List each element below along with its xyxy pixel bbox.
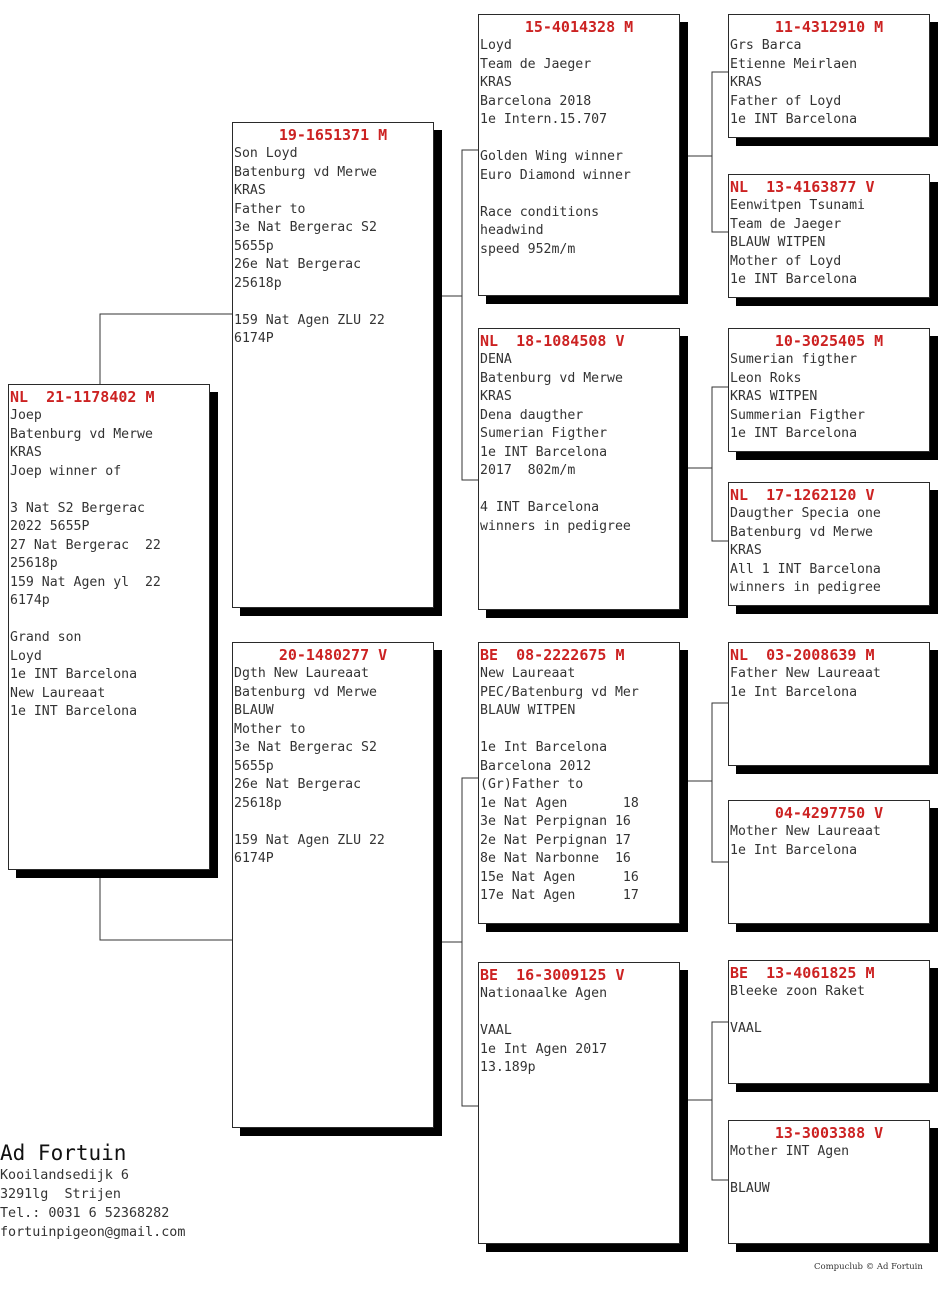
detail-line: (Gr)Father to	[480, 777, 584, 792]
detail-line: Batenburg vd Merwe	[480, 370, 623, 386]
pigeon-details	[233, 665, 433, 869]
detail-line: 6174P	[234, 851, 274, 866]
detail-line: speed 952m/m	[480, 241, 576, 257]
detail-line: 5655p	[234, 758, 274, 774]
detail-line	[10, 611, 209, 630]
ring-number: NL 18-1084508 V	[480, 332, 625, 350]
detail-line	[480, 1004, 679, 1023]
detail-line	[480, 481, 679, 500]
detail-line: KRAS	[480, 389, 512, 404]
detail-line	[234, 813, 433, 832]
detail-line: 15e Nat Agen 16	[480, 869, 639, 885]
detail-line	[10, 481, 209, 500]
credit-line: Compuclub © Ad Fortuin	[814, 1262, 923, 1272]
pigeon-card-ggp-3	[728, 328, 930, 452]
detail-line: 13.189p	[480, 1060, 536, 1075]
detail-line: VAAL	[480, 1023, 512, 1038]
detail-line: 2022 5655P	[10, 519, 90, 534]
pigeon-details	[479, 37, 679, 259]
detail-line: Mother New Laureaat	[730, 824, 881, 839]
pigeon-card-ggp-4	[728, 482, 930, 606]
pigeon-details	[729, 1143, 929, 1199]
ring-number: NL 17-1262120 V	[730, 486, 875, 504]
owner-phone: Tel.: 0031 6 52368282	[0, 1206, 170, 1221]
detail-line	[730, 1162, 929, 1181]
detail-line: Dena daugther	[480, 407, 584, 423]
detail-line: 159 Nat Agen yl 22	[10, 574, 161, 590]
pigeon-details	[479, 351, 679, 536]
detail-line: 2e Nat Perpignan 17	[480, 832, 631, 848]
pigeon-details	[729, 983, 929, 1039]
detail-line: Golden Wing winner	[480, 149, 623, 164]
ring-number: BE 08-2222675 M	[480, 646, 625, 664]
pigeon-card-mother	[232, 642, 434, 1128]
pigeon-card-ggp-1	[728, 14, 930, 138]
detail-line: winners in pedigree	[730, 580, 881, 595]
detail-line: 159 Nat Agen ZLU 22	[234, 832, 385, 848]
owner-name: Ad Fortuin	[0, 1141, 127, 1165]
pigeon-details	[729, 37, 929, 130]
detail-line: BLAUW	[730, 1181, 770, 1196]
pigeon-card-ggp-8	[728, 1120, 930, 1244]
ring-number: BE 13-4061825 M	[730, 964, 875, 982]
detail-line: 1e INT Barcelona	[730, 272, 858, 287]
detail-line: 1e INT Barcelona	[730, 112, 858, 127]
ring-number: 13-3003388 V	[774, 1124, 884, 1142]
detail-line: Loyd	[10, 648, 42, 664]
detail-line	[234, 293, 433, 312]
detail-line	[480, 185, 679, 204]
ring-number: NL 13-4163877 V	[730, 178, 875, 196]
ring-number: 10-3025405 M	[774, 332, 884, 350]
pigeon-details	[9, 407, 209, 722]
detail-line: 25618p	[234, 275, 282, 291]
detail-line: Mother INT Agen	[730, 1144, 850, 1159]
pigeon-details	[729, 665, 929, 702]
detail-line: Mother of Loyd	[730, 253, 842, 269]
connector-p2-p4	[432, 150, 480, 296]
pigeon-details	[479, 665, 679, 906]
connector-p5-p10	[680, 387, 730, 468]
detail-line: 3 Nat S2 Bergerac	[10, 500, 145, 516]
pigeon-details	[479, 985, 679, 1078]
detail-line: 2017 802m/m	[480, 463, 576, 478]
detail-line: VAAL	[730, 1021, 762, 1036]
detail-line: 1e Int Agen 2017	[480, 1041, 608, 1057]
detail-line: Batenburg vd Merwe	[234, 164, 377, 180]
detail-line: Father to	[234, 201, 306, 217]
ring-number: 20-1480277 V	[278, 646, 388, 664]
detail-line: headwind	[480, 223, 544, 238]
detail-line: Mother to	[234, 721, 306, 737]
detail-line: Sumerian figther	[730, 352, 858, 367]
detail-line: Summerian Figther	[730, 407, 865, 423]
detail-line: 6174P	[234, 331, 274, 346]
detail-line: Batenburg vd Merwe	[730, 524, 873, 540]
connector-p1-p3	[100, 869, 232, 940]
detail-line: 26e Nat Bergerac	[234, 777, 362, 792]
detail-line: 27 Nat Bergerac 22	[10, 537, 161, 553]
detail-line: New Laureaat	[480, 666, 576, 681]
pigeon-card-ggp-7	[728, 960, 930, 1084]
ring-number: 04-4297750 V	[774, 804, 884, 822]
ring-number: 11-4312910 M	[774, 18, 884, 36]
detail-line: 1e INT Barcelona	[10, 704, 138, 719]
detail-line: Joep winner of	[10, 463, 122, 479]
pigeon-card-grandmother-paternal	[478, 328, 680, 610]
pigeon-card-grandfather-paternal	[478, 14, 680, 296]
ring-number: 15-4014328 M	[524, 18, 634, 36]
connector-p7-p14	[680, 1022, 730, 1100]
pigeon-details	[729, 351, 929, 444]
connector-p3-p6	[432, 778, 480, 942]
detail-line: BLAUW WITPEN	[480, 703, 576, 718]
pigeon-card-subject	[8, 384, 210, 870]
detail-line: Barcelona 2018	[480, 93, 592, 109]
pigeon-card-grandmother-maternal	[478, 962, 680, 1244]
detail-line: Father New Laureaat	[730, 666, 881, 681]
detail-line: Team de Jaeger	[730, 216, 842, 232]
detail-line: 1e Nat Agen 18	[480, 795, 639, 811]
ring-number: NL 21-1178402 M	[10, 388, 155, 406]
ring-number: NL 03-2008639 M	[730, 646, 875, 664]
detail-line: Grs Barca	[730, 38, 802, 53]
detail-line: Daugther Specia one	[730, 506, 881, 521]
detail-line: DENA	[480, 352, 512, 367]
detail-line: 3e Nat Perpignan 16	[480, 814, 631, 829]
detail-line: Grand son	[10, 630, 82, 645]
detail-line	[480, 130, 679, 149]
detail-line: 8e Nat Narbonne 16	[480, 851, 631, 866]
pigeon-details	[233, 145, 433, 349]
detail-line: Sumerian Figther	[480, 426, 608, 441]
detail-line: Etienne Meirlaen	[730, 56, 858, 72]
detail-line: 1e Int Barcelona	[730, 842, 858, 858]
owner-info	[0, 1140, 185, 1242]
detail-line: 4 INT Barcelona	[480, 500, 600, 515]
detail-line: PEC/Batenburg vd Mer	[480, 684, 639, 700]
detail-line: Dgth New Laureaat	[234, 666, 369, 681]
detail-line	[480, 721, 679, 740]
ring-number: 19-1651371 M	[278, 126, 388, 144]
detail-line: BLAUW	[234, 703, 274, 718]
connector-p4-p8	[680, 72, 730, 156]
detail-line: Joep	[10, 408, 42, 423]
detail-line: 3e Nat Bergerac S2	[234, 220, 377, 235]
detail-line: BLAUW WITPEN	[730, 235, 826, 250]
detail-line: Batenburg vd Merwe	[10, 426, 153, 442]
detail-line: Bleeke zoon Raket	[730, 984, 865, 999]
detail-line: Son Loyd	[234, 146, 298, 161]
detail-line: KRAS	[730, 75, 762, 90]
detail-line: Loyd	[480, 38, 512, 53]
detail-line: 1e INT Barcelona	[10, 667, 138, 682]
pigeon-card-ggp-2	[728, 174, 930, 298]
detail-line: Batenburg vd Merwe	[234, 684, 377, 700]
detail-line: 1e INT Barcelona	[480, 444, 608, 460]
detail-line: Leon Roks	[730, 370, 802, 386]
detail-line: 17e Nat Agen 17	[480, 888, 639, 903]
pigeon-details	[729, 505, 929, 598]
pigeon-details	[729, 197, 929, 290]
detail-line: New Laureaat	[10, 685, 106, 701]
detail-line: 1e Intern.15.707	[480, 112, 608, 127]
detail-line: 1e Int Barcelona	[480, 740, 608, 755]
pigeon-card-ggp-6	[728, 800, 930, 924]
detail-line: 1e INT Barcelona	[730, 426, 858, 441]
pigeon-card-ggp-5	[728, 642, 930, 766]
detail-line: Barcelona 2012	[480, 758, 592, 774]
detail-line: KRAS	[10, 445, 42, 460]
detail-line: 1e Int Barcelona	[730, 684, 858, 700]
detail-line: Euro Diamond winner	[480, 167, 631, 183]
pigeon-card-grandfather-maternal	[478, 642, 680, 924]
detail-line: KRAS	[730, 543, 762, 558]
detail-line: KRAS WITPEN	[730, 389, 818, 404]
detail-line: Team de Jaeger	[480, 56, 592, 72]
detail-line: 159 Nat Agen ZLU 22	[234, 312, 385, 328]
owner-email[interactable]: fortuinpigeon@gmail.com	[0, 1225, 186, 1240]
detail-line: Father of Loyd	[730, 93, 842, 109]
pigeon-details	[729, 823, 929, 860]
detail-line: KRAS	[234, 183, 266, 198]
detail-line: 5655p	[234, 238, 274, 254]
detail-line	[730, 1002, 929, 1021]
detail-line: 6174p	[10, 593, 50, 608]
owner-address: Kooilandsedijk 6	[0, 1168, 129, 1183]
detail-line: 25618p	[234, 795, 282, 811]
pigeon-card-father	[232, 122, 434, 608]
detail-line: All 1 INT Barcelona	[730, 561, 881, 577]
owner-city: 3291lg Strijen	[0, 1187, 121, 1202]
detail-line: winners in pedigree	[480, 518, 631, 534]
connector-p1-p2	[100, 314, 232, 384]
connector-p6-p12	[680, 703, 730, 781]
detail-line: Nationaalke Agen	[480, 986, 608, 1001]
detail-line: Race conditions	[480, 204, 600, 220]
ring-number: BE 16-3009125 V	[480, 966, 625, 984]
detail-line: 26e Nat Bergerac	[234, 257, 362, 272]
detail-line: Eenwitpen Tsunami	[730, 198, 865, 213]
detail-line: 25618p	[10, 556, 58, 571]
detail-line: KRAS	[480, 75, 512, 90]
detail-line: 3e Nat Bergerac S2	[234, 740, 377, 755]
